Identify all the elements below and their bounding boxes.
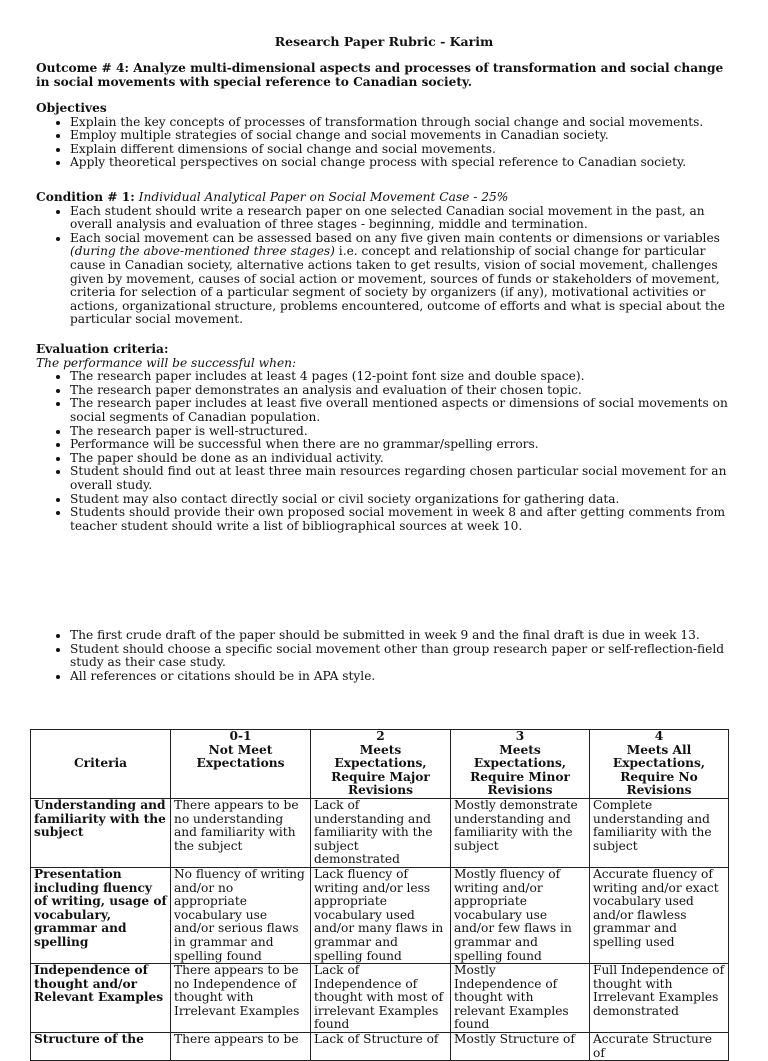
rubric-cell: Lack of Independence of thought with most of irrelevant Examples found (311, 964, 451, 1033)
level-label: Meets All Expectations, Require No Revisions (612, 742, 706, 798)
condition-heading (36, 191, 736, 205)
list-item: • Student should choose a specific social movement other than group research paper or self-reflection-field study as their case study. (70, 643, 736, 670)
list-item: • Student may also contact directly social or civil society organizations for gathering data. (70, 493, 736, 507)
criterion-cell: Structure of the (31, 1033, 171, 1061)
rubric-cell: Mostly Independence of thought with relevant Examples found (451, 964, 590, 1033)
rubric-cell: Full Independence of thought with Irrelevant Examples demonstrated (590, 964, 729, 1033)
rubric-cell: No fluency of writing and/or no appropriate vocabulary use and/or serious flaws in grammar and spelling found (171, 867, 311, 963)
condition-item2-lead: Each social movement can be assessed based on any five given main contents or dimensions or variables (70, 230, 720, 245)
list-item: • Performance will be successful when there are no grammar/spelling errors. (70, 438, 736, 452)
list-item: • The research paper includes at least five overall mentioned aspects or dimensions of social movements on social segments of Canadian population. (70, 397, 736, 424)
rubric-cell: Mostly Structure of (451, 1033, 590, 1061)
rubric-cell: There appears to be (171, 1033, 311, 1061)
list-item: • Each student should write a research paper on one selected Canadian social movement in the past, an overall analysis and evaluation of three stages - beginning, middle and termination. (70, 205, 736, 232)
table-row (31, 798, 729, 867)
level-score: 3 (515, 729, 525, 743)
rubric-cell: There appears to be no Independence of thought with Irrelevant Examples (171, 964, 311, 1033)
condition-subtitle: Individual Analytical Paper on Social Movement Case - 25% (138, 190, 509, 204)
rubric-cell: Lack of Structure of (311, 1033, 451, 1061)
level-score: 0-1 (229, 729, 252, 743)
level-header (311, 730, 451, 799)
table-row (31, 964, 729, 1033)
objectives-heading: Objectives (36, 101, 107, 115)
condition-label: Condition # 1: (36, 190, 135, 204)
list-item: • Explain the key concepts of processes of transformation through social change and social movements. (70, 116, 736, 130)
list-item: • The first crude draft of the paper should be submitted in week 9 and the final draft is due in week 13. (70, 629, 736, 643)
rubric-cell: Complete understanding and familiarity with the subject (590, 798, 729, 867)
evaluation-subheading: The performance will be successful when: (36, 355, 297, 370)
list-item: • The paper should be done as an individual activity. (70, 452, 736, 466)
criteria-header: Criteria (31, 730, 171, 799)
table-row (31, 1033, 729, 1061)
rubric-table (30, 729, 729, 1061)
rubric-cell: Mostly fluency of writing and/or appropriate vocabulary use and/or few flaws in grammar and spelling found (451, 867, 590, 963)
list-item (70, 232, 736, 327)
rubric-header-row (31, 730, 729, 799)
list-item: • Employ multiple strategies of social change and social movements in Canadian society. (70, 129, 736, 143)
rubric-cell: Lack of understanding and familiarity with the subject demonstrated (311, 798, 451, 867)
level-label: Meets Expectations, Require Minor Revisions (470, 742, 570, 798)
rubric-cell: Accurate Structure of (590, 1033, 729, 1061)
rubric-cell: Accurate fluency of writing and/or exact vocabulary used and/or flawless grammar and spelling used (590, 867, 729, 963)
objectives-section (36, 102, 736, 170)
level-label: Not Meet Expectations (196, 742, 285, 771)
list-item: • Students should provide their own proposed social movement in week 8 and after getting comments from teacher student should write a list of bibliographical sources at week 10. (70, 506, 736, 533)
objectives-list (36, 116, 736, 170)
level-header (171, 730, 311, 799)
rubric-cell: There appears to be no understanding and familiarity with the subject (171, 798, 311, 867)
document-title: Research Paper Rubric - Karim (274, 34, 494, 49)
evaluation-heading: Evaluation criteria: (36, 342, 169, 356)
additional-requirements (36, 629, 736, 683)
list-item: • The research paper demonstrates an analysis and evaluation of their chosen topic. (70, 384, 736, 398)
level-score: 2 (376, 729, 385, 743)
condition-section (36, 191, 736, 327)
level-label: Meets Expectations, Require Major Revisions (331, 742, 430, 798)
level-header (590, 730, 729, 799)
list-item: • Explain different dimensions of social change and social movements. (70, 143, 736, 157)
list-item: • The research paper is well-structured. (70, 425, 736, 439)
table-row (31, 867, 729, 963)
list-item: • Student should find out at least three main resources regarding chosen particular social movement for an overall study. (70, 465, 736, 492)
additional-list (36, 629, 736, 683)
criterion-cell: Independence of thought and/or Relevant Examples (31, 964, 171, 1033)
level-score: 4 (654, 729, 664, 743)
rubric-cell: Mostly demonstrate understanding and familiarity with the subject (451, 798, 590, 867)
criterion-cell: Understanding and familiarity with the subject (31, 798, 171, 867)
rubric-cell: Lack fluency of writing and/or less appropriate vocabulary used and/or many flaws in grammar and spelling found (311, 867, 451, 963)
evaluation-section (36, 343, 736, 533)
condition-item2-rest: i.e. concept and relationship of social change for particular cause in Canadian society, alternative actions taken to get results, vision of social movement, challenges given by movement, causes of social action or movement, sources of funds or stakeholders of movement, criteria for selection of a particular segment of society by organizers (if any), motivational activities or actions, organizational structure, problems encountered, outcome of efforts and what is special about the particular social movement. (70, 244, 725, 327)
criterion-cell: Presentation including fluency of writing, usage of vocabulary, grammar and spelling (31, 867, 171, 963)
level-header (451, 730, 590, 799)
condition-list (36, 205, 736, 327)
list-item: • All references or citations should be in APA style. (70, 670, 736, 684)
list-item: • Apply theoretical perspectives on social change process with special reference to Canadian society. (70, 156, 736, 170)
list-item: • The research paper includes at least 4 pages (12-point font size and double space). (70, 370, 736, 384)
outcome-statement: Outcome # 4: Analyze multi-dimensional aspects and processes of transformation and social change in social movements with special reference to Canadian society. (36, 61, 724, 89)
evaluation-list (36, 370, 736, 533)
condition-item2-italic: (during the above-mentioned three stages) (70, 244, 335, 259)
